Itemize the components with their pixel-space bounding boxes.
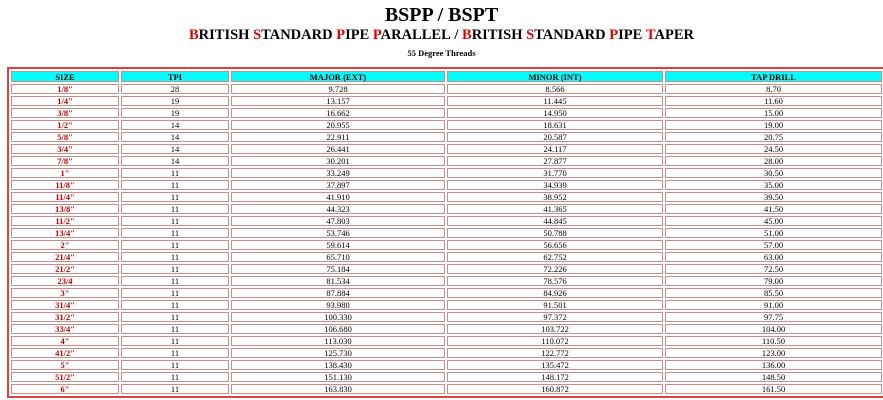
cell-tpi: 11 bbox=[121, 384, 229, 394]
cell-tpi: 11 bbox=[121, 288, 229, 298]
cell-tap-drill: 51.00 bbox=[665, 228, 882, 238]
cell-tap-drill: 104.00 bbox=[665, 324, 882, 334]
cell-tap-drill: 97.75 bbox=[665, 312, 882, 322]
cell-tpi: 11 bbox=[121, 312, 229, 322]
cell-minor: 56.656 bbox=[447, 240, 663, 250]
cell-tap-drill: 28.00 bbox=[665, 156, 882, 166]
bspp-bspt-table bbox=[7, 67, 883, 398]
cell-tap-drill: 72.50 bbox=[665, 264, 882, 274]
cell-major: 22.911 bbox=[231, 132, 445, 142]
subtitle-word: PIPE bbox=[609, 27, 643, 43]
cell-major: 87.884 bbox=[231, 288, 445, 298]
subtitle-word: PIPE bbox=[336, 27, 370, 43]
cell-tpi: 11 bbox=[121, 252, 229, 262]
cell-minor: 34.939 bbox=[447, 180, 663, 190]
table-row bbox=[11, 108, 882, 118]
cell-tap-drill: 57.00 bbox=[665, 240, 882, 250]
cell-major: 53.746 bbox=[231, 228, 445, 238]
cell-tpi: 14 bbox=[121, 156, 229, 166]
cell-size: 3" bbox=[11, 288, 119, 298]
table-row bbox=[11, 132, 882, 142]
cell-size: 6" bbox=[11, 384, 119, 394]
table-header-row bbox=[11, 71, 882, 82]
cell-minor: 72.226 bbox=[447, 264, 663, 274]
table-row bbox=[11, 252, 882, 262]
cell-minor: 91.501 bbox=[447, 300, 663, 310]
cell-tpi: 11 bbox=[121, 372, 229, 382]
cell-minor: 148.172 bbox=[447, 372, 663, 382]
table-row bbox=[11, 300, 882, 310]
page-title: BSPP / BSPT bbox=[384, 4, 499, 26]
cell-minor: 18.631 bbox=[447, 120, 663, 130]
cell-size: 5" bbox=[11, 360, 119, 370]
cell-tpi: 14 bbox=[121, 120, 229, 130]
cell-tpi: 14 bbox=[121, 132, 229, 142]
cell-tap-drill: 123.00 bbox=[665, 348, 882, 358]
cell-major: 26.441 bbox=[231, 144, 445, 154]
cell-tpi: 19 bbox=[121, 96, 229, 106]
cell-minor: 122.772 bbox=[447, 348, 663, 358]
cell-minor: 20.587 bbox=[447, 132, 663, 142]
cell-major: 41.910 bbox=[231, 192, 445, 202]
cell-size: 13/8" bbox=[11, 204, 119, 214]
cell-tap-drill: 35.00 bbox=[665, 180, 882, 190]
cell-minor: 62.752 bbox=[447, 252, 663, 262]
cell-size: 33/4" bbox=[11, 324, 119, 334]
table-body bbox=[11, 84, 882, 394]
table-row bbox=[11, 240, 882, 250]
cell-minor: 14.950 bbox=[447, 108, 663, 118]
header-minor: MINOR (INT) bbox=[447, 71, 663, 82]
subtitle-word: STANDARD bbox=[253, 27, 333, 43]
table-row bbox=[11, 288, 882, 298]
cell-tap-drill: 11.60 bbox=[665, 96, 882, 106]
cell-size: 2" bbox=[11, 240, 119, 250]
cell-tap-drill: 19.00 bbox=[665, 120, 882, 130]
cell-tpi: 11 bbox=[121, 216, 229, 226]
cell-major: 13.157 bbox=[231, 96, 445, 106]
cell-tpi: 11 bbox=[121, 240, 229, 250]
cell-minor: 24.117 bbox=[447, 144, 663, 154]
cell-tap-drill: 161.50 bbox=[665, 384, 882, 394]
table-row bbox=[11, 96, 882, 106]
cell-tpi: 11 bbox=[121, 324, 229, 334]
table-row bbox=[11, 156, 882, 166]
cell-minor: 27.877 bbox=[447, 156, 663, 166]
cell-tpi: 11 bbox=[121, 168, 229, 178]
cell-tpi: 11 bbox=[121, 180, 229, 190]
table-row bbox=[11, 180, 882, 190]
cell-minor: 160.872 bbox=[447, 384, 663, 394]
cell-major: 9.728 bbox=[231, 84, 445, 94]
cell-tap-drill: 79.00 bbox=[665, 276, 882, 286]
cell-tap-drill: 15.00 bbox=[665, 108, 882, 118]
cell-major: 33.249 bbox=[231, 168, 445, 178]
cell-major: 75.184 bbox=[231, 264, 445, 274]
cell-major: 100.330 bbox=[231, 312, 445, 322]
table-row bbox=[11, 204, 882, 214]
cell-size: 11/2" bbox=[11, 216, 119, 226]
cell-size: 3/8" bbox=[11, 108, 119, 118]
cell-minor: 31.770 bbox=[447, 168, 663, 178]
cell-major: 59.614 bbox=[231, 240, 445, 250]
header-major: MAJOR (EXT) bbox=[231, 71, 445, 82]
cell-tpi: 11 bbox=[121, 360, 229, 370]
cell-size: 1/8" bbox=[11, 84, 119, 94]
cell-tap-drill: 148.50 bbox=[665, 372, 882, 382]
cell-tap-drill: 20.75 bbox=[665, 132, 882, 142]
table-row bbox=[11, 192, 882, 202]
cell-major: 113.030 bbox=[231, 336, 445, 346]
cell-size: 1/4" bbox=[11, 96, 119, 106]
cell-major: 138.430 bbox=[231, 360, 445, 370]
cell-size: 4" bbox=[11, 336, 119, 346]
table-row bbox=[11, 384, 882, 394]
cell-tpi: 28 bbox=[121, 84, 229, 94]
cell-major: 106.680 bbox=[231, 324, 445, 334]
cell-size: 31/2" bbox=[11, 312, 119, 322]
table-row bbox=[11, 168, 882, 178]
cell-tap-drill: 30.50 bbox=[665, 168, 882, 178]
cell-minor: 84.926 bbox=[447, 288, 663, 298]
cell-major: 44.323 bbox=[231, 204, 445, 214]
cell-minor: 78.576 bbox=[447, 276, 663, 286]
cell-major: 30.201 bbox=[231, 156, 445, 166]
cell-tpi: 14 bbox=[121, 144, 229, 154]
table-row bbox=[11, 348, 882, 358]
cell-tap-drill: 8.70 bbox=[665, 84, 882, 94]
cell-major: 16.662 bbox=[231, 108, 445, 118]
header-size: SIZE bbox=[11, 71, 119, 82]
cell-size: 13/4" bbox=[11, 228, 119, 238]
cell-major: 37.897 bbox=[231, 180, 445, 190]
table-row bbox=[11, 120, 882, 130]
cell-size: 23/4 bbox=[11, 276, 119, 286]
cell-major: 93.980 bbox=[231, 300, 445, 310]
cell-minor: 8.566 bbox=[447, 84, 663, 94]
cell-tpi: 11 bbox=[121, 228, 229, 238]
page-subtitle bbox=[0, 27, 883, 44]
cell-tap-drill: 110.50 bbox=[665, 336, 882, 346]
subtitle-word: STANDARD bbox=[526, 27, 606, 43]
cell-tap-drill: 63.00 bbox=[665, 252, 882, 262]
cell-minor: 44.845 bbox=[447, 216, 663, 226]
table-row bbox=[11, 264, 882, 274]
table-row bbox=[11, 360, 882, 370]
cell-minor: 41.365 bbox=[447, 204, 663, 214]
cell-major: 20.955 bbox=[231, 120, 445, 130]
subtitle-separator: / bbox=[454, 27, 459, 43]
table-row bbox=[11, 336, 882, 346]
cell-minor: 11.445 bbox=[447, 96, 663, 106]
cell-tpi: 11 bbox=[121, 192, 229, 202]
thread-description: 55 Degree Threads bbox=[407, 48, 476, 58]
cell-major: 151.130 bbox=[231, 372, 445, 382]
cell-minor: 135.472 bbox=[447, 360, 663, 370]
cell-minor: 38.952 bbox=[447, 192, 663, 202]
subtitle-word: BRITISH bbox=[188, 27, 250, 43]
cell-size: 21/2" bbox=[11, 264, 119, 274]
cell-tpi: 11 bbox=[121, 348, 229, 358]
cell-size: 7/8" bbox=[11, 156, 119, 166]
cell-tap-drill: 24.50 bbox=[665, 144, 882, 154]
header-tap-drill: TAP DRILL bbox=[665, 71, 882, 82]
cell-tap-drill: 136.00 bbox=[665, 360, 882, 370]
subtitle-word: BRITISH bbox=[462, 27, 523, 43]
cell-size: 41/2" bbox=[11, 348, 119, 358]
cell-size: 5/8" bbox=[11, 132, 119, 142]
table-row bbox=[11, 144, 882, 154]
cell-size: 21/4" bbox=[11, 252, 119, 262]
cell-minor: 50.788 bbox=[447, 228, 663, 238]
header-tpi: TPI bbox=[121, 71, 229, 82]
cell-minor: 97.372 bbox=[447, 312, 663, 322]
table-row bbox=[11, 216, 882, 226]
cell-major: 125.730 bbox=[231, 348, 445, 358]
table-row bbox=[11, 324, 882, 334]
cell-major: 81.534 bbox=[231, 276, 445, 286]
cell-size: 51/2" bbox=[11, 372, 119, 382]
cell-tpi: 11 bbox=[121, 264, 229, 274]
cell-size: 11/8" bbox=[11, 180, 119, 190]
cell-tpi: 11 bbox=[121, 300, 229, 310]
cell-size: 1" bbox=[11, 168, 119, 178]
cell-tap-drill: 85.50 bbox=[665, 288, 882, 298]
cell-size: 31/4" bbox=[11, 300, 119, 310]
cell-tap-drill: 91.00 bbox=[665, 300, 882, 310]
table-row bbox=[11, 372, 882, 382]
cell-major: 47.803 bbox=[231, 216, 445, 226]
cell-size: 1/2" bbox=[11, 120, 119, 130]
cell-tpi: 11 bbox=[121, 336, 229, 346]
table-row bbox=[11, 228, 882, 238]
cell-size: 11/4" bbox=[11, 192, 119, 202]
cell-tpi: 11 bbox=[121, 276, 229, 286]
cell-major: 65.710 bbox=[231, 252, 445, 262]
subtitle-word: PARALLEL bbox=[372, 27, 451, 43]
cell-tpi: 19 bbox=[121, 108, 229, 118]
table-row bbox=[11, 276, 882, 286]
cell-tpi: 11 bbox=[121, 204, 229, 214]
table-row bbox=[11, 312, 882, 322]
cell-tap-drill: 39.50 bbox=[665, 192, 882, 202]
cell-size: 3/4" bbox=[11, 144, 119, 154]
cell-tap-drill: 45.00 bbox=[665, 216, 882, 226]
cell-major: 163.830 bbox=[231, 384, 445, 394]
subtitle-word: TAPER bbox=[645, 27, 694, 43]
table-row bbox=[11, 84, 882, 94]
cell-tap-drill: 41.50 bbox=[665, 204, 882, 214]
cell-minor: 103.722 bbox=[447, 324, 663, 334]
cell-minor: 110.072 bbox=[447, 336, 663, 346]
